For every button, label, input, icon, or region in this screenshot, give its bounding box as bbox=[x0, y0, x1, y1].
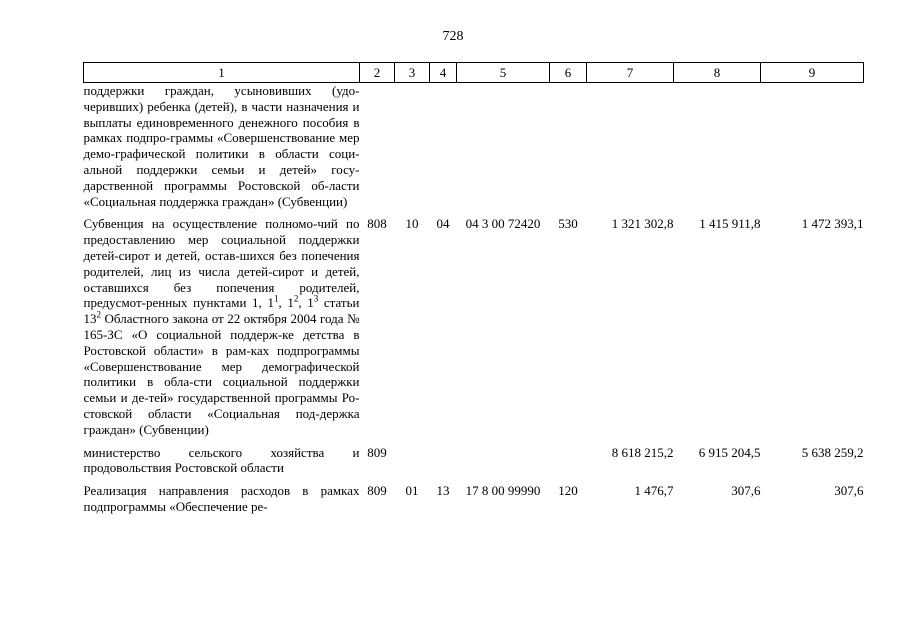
table-row bbox=[84, 476, 864, 515]
column-number-header-row bbox=[84, 63, 864, 83]
cell-col7: 1 476,7 bbox=[634, 483, 674, 499]
cell-col9 bbox=[761, 83, 864, 210]
description-text: Субвенция на осуществление полномо-чий по предоставлению мер социальной поддержки детей-сирот и детей, остав-шихся без попечения родителей, лиц из числа детей-сирот и детей, оставшихся без попечения родителей, предусмот-ренных пунктами 1, 1 bbox=[83, 216, 360, 311]
description-text: Областного закона от 22 октября 2004 года № 165-ЗС «О социальной поддерж-ке детства в Ростовской области» в рам-ках подпрограммы «Совершенствование мер демографической политики в обла-сти социальной поддержки семьи и де-тей» государственной программы Ро-стовской области «Социальная под-держка граждан» (Субвенции) bbox=[83, 311, 360, 437]
superscript: 1 bbox=[273, 294, 279, 305]
column-header-1: 1 bbox=[84, 63, 360, 83]
table-row bbox=[84, 438, 864, 477]
cell-col4: 13 bbox=[436, 483, 450, 499]
column-header-2: 2 bbox=[360, 63, 395, 83]
cell-col7 bbox=[587, 83, 674, 210]
row-description bbox=[84, 209, 360, 437]
cell-col8 bbox=[674, 83, 761, 210]
cell-col2: 809 bbox=[367, 444, 387, 460]
row-description: министерство сельского хозяйства и продовольствия Ростовской области bbox=[83, 444, 360, 476]
column-header-3: 3 bbox=[395, 63, 430, 83]
cell-col6 bbox=[550, 83, 587, 210]
table-row bbox=[84, 83, 864, 210]
column-header-6: 6 bbox=[550, 63, 587, 83]
cell-col9: 5 638 259,2 bbox=[801, 444, 864, 460]
description-text: статьи 13 bbox=[83, 295, 360, 327]
cell-col4 bbox=[430, 438, 457, 477]
cell-col8: 1 415 911,8 bbox=[699, 216, 761, 232]
cell-col8: 307,6 bbox=[731, 483, 761, 499]
cell-col3 bbox=[395, 438, 430, 477]
superscript: 2 bbox=[293, 294, 299, 305]
cell-col3 bbox=[395, 83, 430, 210]
column-header-7: 7 bbox=[587, 63, 674, 83]
cell-col5 bbox=[457, 438, 550, 477]
cell-col9: 1 472 393,1 bbox=[801, 216, 864, 232]
cell-col2: 809 bbox=[367, 483, 387, 499]
cell-col3: 01 bbox=[405, 483, 419, 499]
cell-col4 bbox=[430, 83, 457, 210]
column-header-4: 4 bbox=[430, 63, 457, 83]
description-text: , 1 bbox=[298, 295, 314, 311]
column-header-8: 8 bbox=[674, 63, 761, 83]
table-row bbox=[84, 209, 864, 437]
description-text: , 1 bbox=[278, 295, 294, 311]
column-header-9: 9 bbox=[761, 63, 864, 83]
cell-col5: 17 8 00 99990 bbox=[465, 483, 541, 499]
cell-col6: 530 bbox=[558, 216, 578, 232]
superscript: 2 bbox=[96, 309, 101, 320]
cell-col2: 808 bbox=[367, 216, 387, 232]
column-header-5: 5 bbox=[457, 63, 550, 83]
cell-col9: 307,6 bbox=[834, 483, 864, 499]
cell-col6: 120 bbox=[558, 483, 578, 499]
cell-col4: 04 bbox=[436, 216, 450, 232]
budget-table bbox=[83, 62, 864, 515]
cell-col2 bbox=[360, 83, 395, 210]
row-description: поддержки граждан, усыновивших (удо-черивших) ребенка (детей), в части назначения и выплаты единовременного денежного пособия в рамках подпро-граммы «Совершенствование мер демо-графической политики в области соци-альной поддержки семьи и детей» госу-дарственной программы Ростовской об-ласти «Социальная поддержка граждан» (Субвенции) bbox=[83, 83, 360, 209]
cell-col5: 04 3 00 72420 bbox=[465, 216, 541, 232]
cell-col6 bbox=[550, 438, 587, 477]
superscript: 3 bbox=[313, 294, 319, 305]
row-description: Реализация направления расходов в рамках подпрограммы «Обеспечение ре- bbox=[83, 483, 360, 514]
page-number: 728 bbox=[442, 29, 464, 44]
cell-col8: 6 915 204,5 bbox=[698, 444, 761, 460]
cell-col7: 8 618 215,2 bbox=[611, 444, 674, 460]
cell-col7: 1 321 302,8 bbox=[611, 216, 674, 232]
cell-col5 bbox=[457, 83, 550, 210]
cell-col3: 10 bbox=[405, 216, 419, 232]
